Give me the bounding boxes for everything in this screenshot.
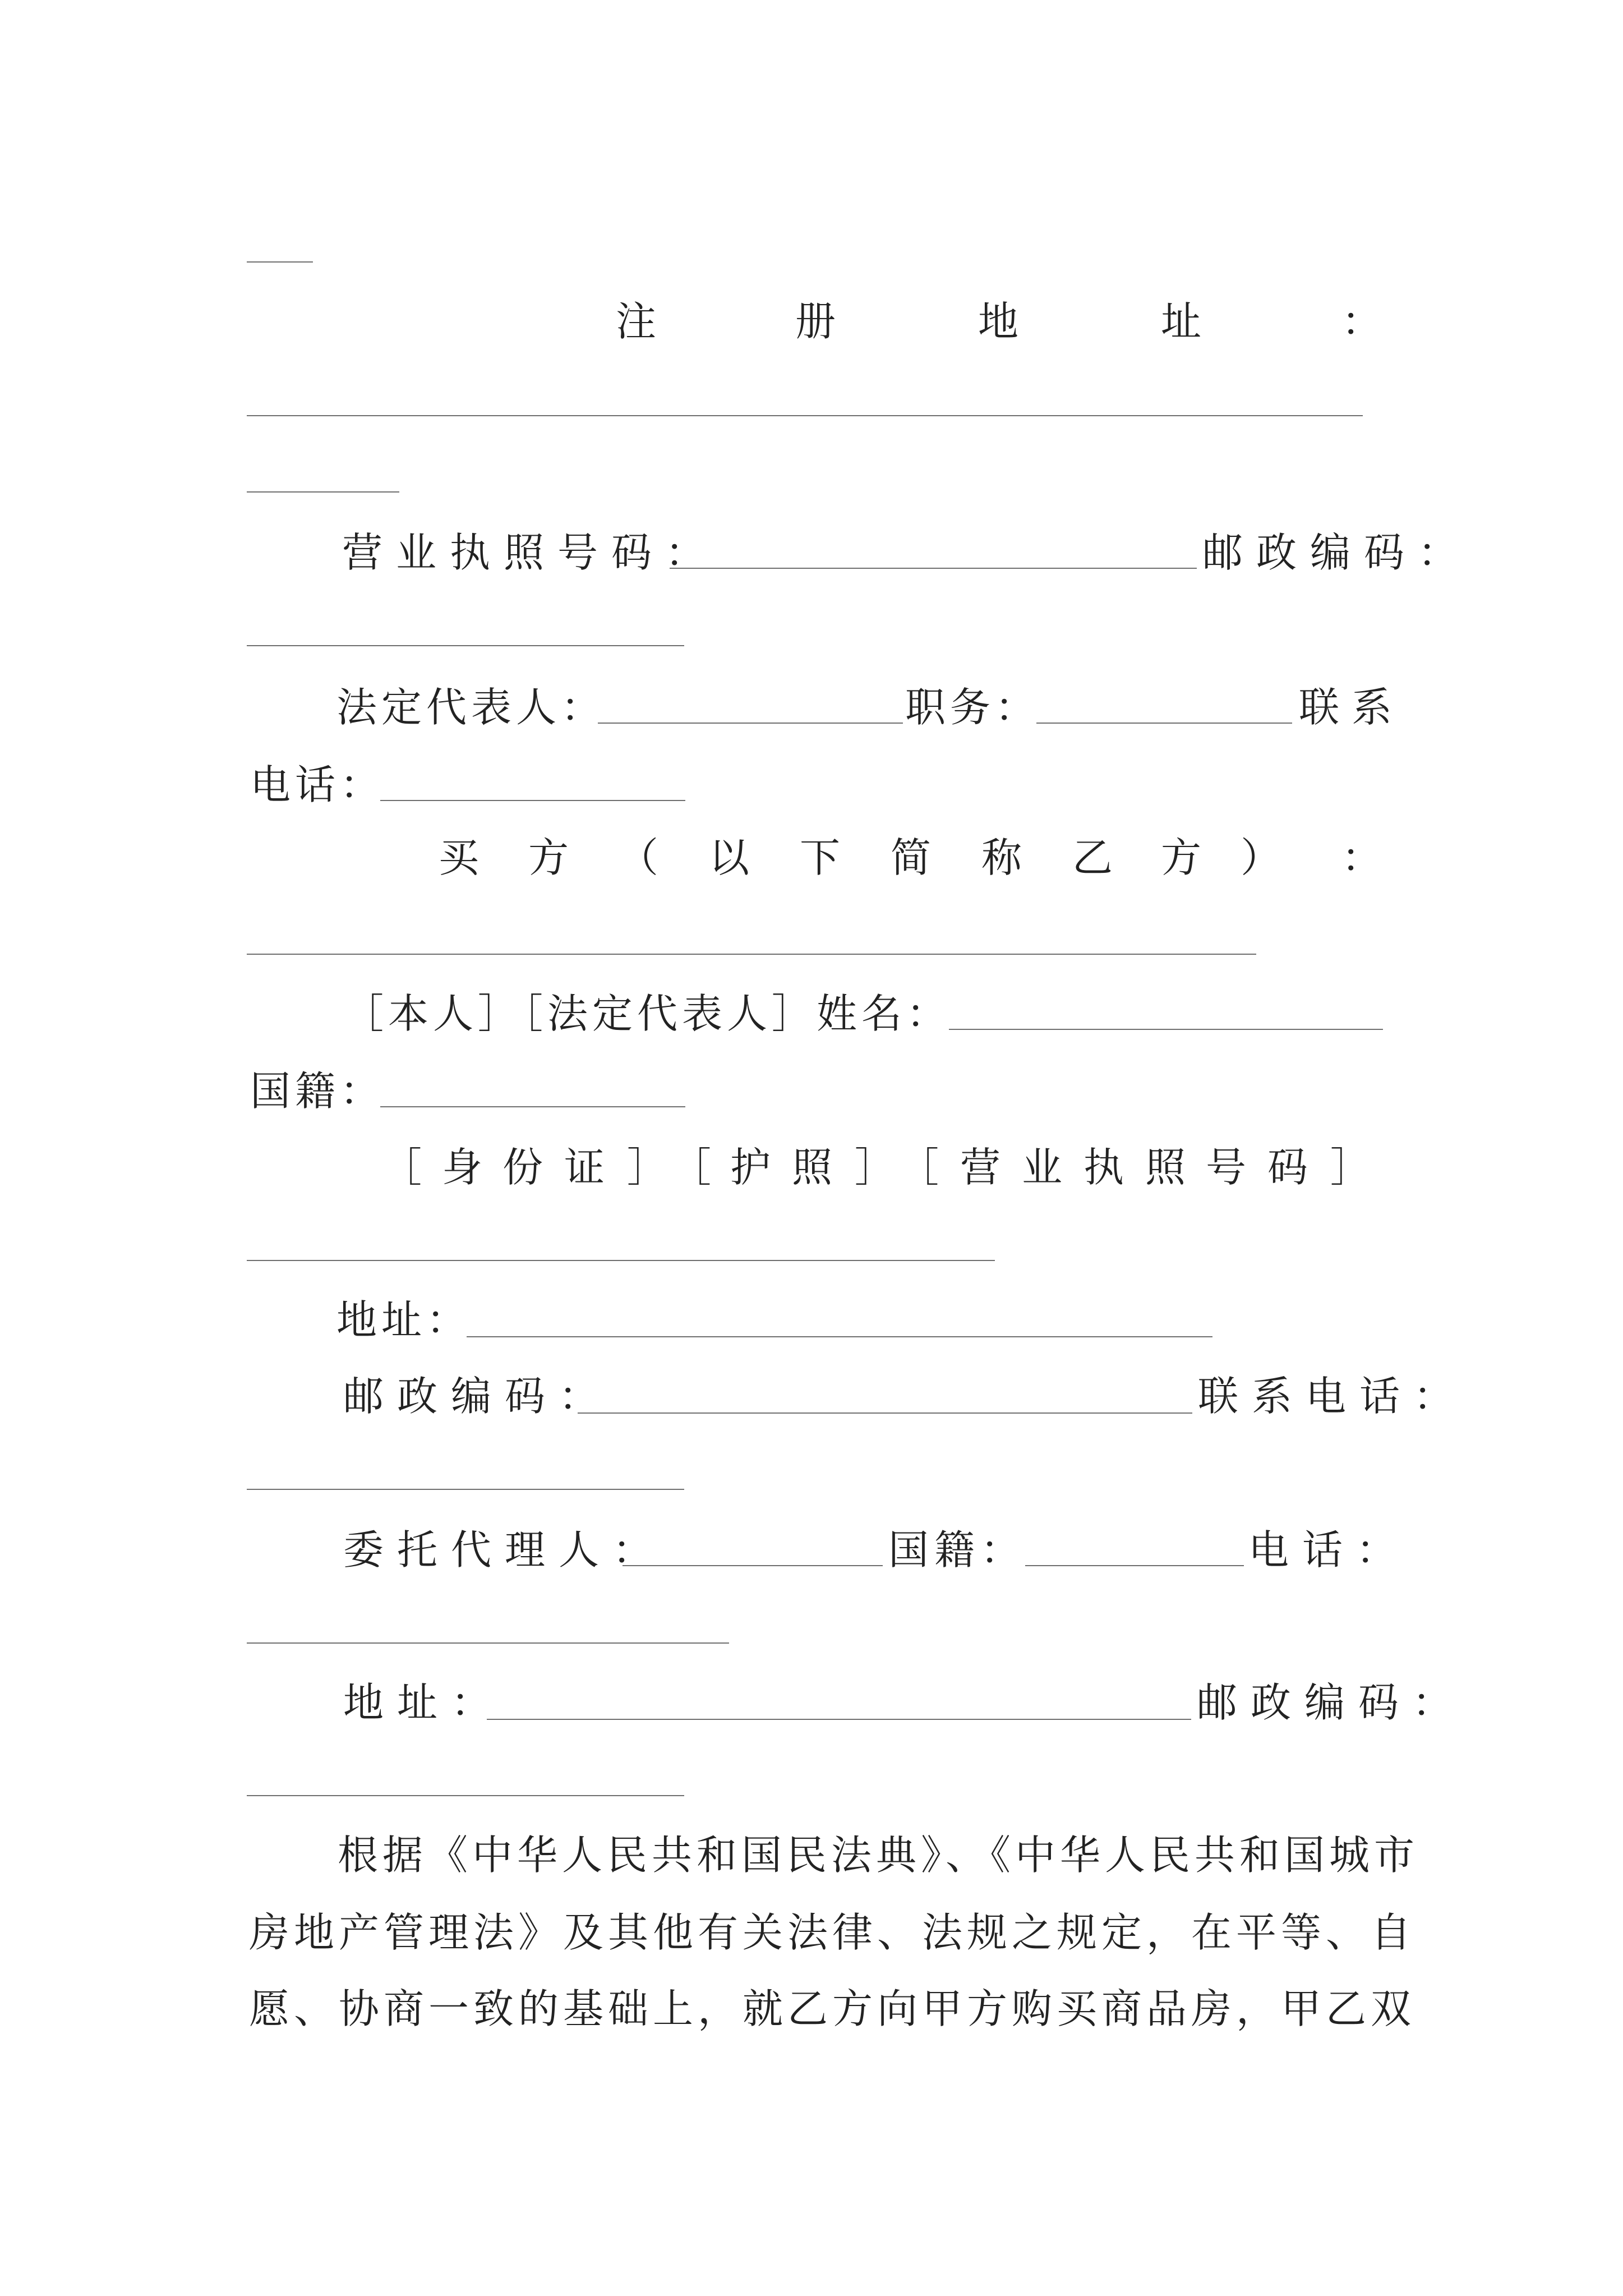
nationality-field[interactable] (380, 1106, 685, 1107)
agent-address-field[interactable] (487, 1719, 1191, 1720)
legal-rep-label: 法定代表人： (336, 684, 606, 731)
agent-label: 委托代理人： (343, 1526, 667, 1573)
heading-char: ） (1241, 834, 1281, 881)
heading-char: 方 (528, 834, 569, 881)
id-char: 证 (564, 1144, 605, 1191)
label-char: 注 (616, 298, 657, 345)
id-char: ］ (1330, 1144, 1371, 1191)
id-char: 码 (1267, 1144, 1308, 1191)
label-char: 址 (1161, 298, 1202, 345)
label-char: 地 (978, 298, 1019, 345)
agent-nationality-field[interactable] (1025, 1565, 1244, 1566)
agent-name-field[interactable] (623, 1565, 883, 1566)
preamble-line: 根据《中华人民共和国民法典》、《中华人民共和国城市 (338, 1832, 1419, 1879)
heading-char: 称 (981, 834, 1022, 881)
phone-label-cont: 电话： (250, 761, 385, 808)
label-char: ： (1341, 298, 1382, 345)
id-number-field[interactable] (247, 1260, 995, 1261)
buyer-postal-label: 邮政编码： (343, 1373, 613, 1420)
buyer-address-label: 地址： (336, 1296, 472, 1343)
buyer-person-name-field[interactable] (949, 1029, 1383, 1030)
buyer-name-field[interactable] (247, 954, 1256, 955)
buyer-phone-label: 联系电话： (1198, 1373, 1468, 1420)
heading-char: 买 (439, 834, 479, 881)
agent-phone-field[interactable] (247, 1642, 729, 1644)
agent-address-label: 地址： (343, 1679, 505, 1726)
registered-address-field-cont[interactable] (247, 491, 399, 493)
preamble-line: 房地产管理法》及其他有关法律、法规之规定，在平等、自 (249, 1909, 1416, 1956)
heading-char: 以 (709, 834, 750, 881)
heading-char: 下 (800, 834, 841, 881)
label-char: 册 (795, 298, 836, 345)
position-field[interactable] (1036, 723, 1292, 724)
id-char: ［ (898, 1144, 939, 1191)
registered-address-field[interactable] (247, 415, 1363, 416)
heading-char: 乙 (1072, 834, 1113, 881)
id-char: ］ (627, 1144, 668, 1191)
heading-char: 方 (1161, 834, 1202, 881)
id-char: 身 (442, 1144, 483, 1191)
phone-field[interactable] (380, 800, 685, 801)
position-label: 职务： (905, 684, 1040, 731)
id-char: 护 (730, 1144, 771, 1191)
phone-label: 联系 (1299, 684, 1405, 731)
heading-char: （ (618, 834, 659, 881)
buyer-address-field[interactable] (467, 1336, 1212, 1337)
license-number-label: 营业执照号码： (342, 529, 720, 576)
preamble-line: 愿、协商一致的基础上，就乙方向甲方购买商品房，甲乙双 (249, 1985, 1416, 2032)
id-char: 营 (960, 1144, 1001, 1191)
nationality-label: 国籍： (250, 1068, 385, 1115)
id-char: 照 (1145, 1144, 1186, 1191)
id-char: 号 (1206, 1144, 1247, 1191)
license-number-field[interactable] (670, 568, 1197, 569)
agent-postal-field[interactable] (247, 1795, 684, 1796)
agent-postal-label: 邮政编码： (1197, 1679, 1467, 1726)
id-char: ］ (855, 1144, 896, 1191)
heading-char: ： (1341, 834, 1382, 881)
id-char: 业 (1022, 1144, 1063, 1191)
agent-phone-label: 电话： (1248, 1526, 1410, 1573)
legal-rep-field[interactable] (598, 723, 903, 724)
blank-line[interactable] (247, 261, 313, 263)
postal-code-field[interactable] (247, 645, 684, 646)
id-char: 份 (502, 1144, 543, 1191)
buyer-phone-field[interactable] (247, 1489, 684, 1490)
id-char: ［ (381, 1144, 422, 1191)
agent-nationality-label: 国籍： (888, 1526, 1027, 1573)
buyer-name-label: ［本人］［法定代表人］姓名： (343, 990, 952, 1037)
id-char: 照 (792, 1144, 833, 1191)
id-char: 执 (1083, 1144, 1124, 1191)
buyer-postal-field[interactable] (578, 1412, 1192, 1414)
postal-code-label: 邮政编码： (1202, 529, 1472, 576)
heading-char: 简 (891, 834, 932, 881)
id-char: ［ (671, 1144, 712, 1191)
